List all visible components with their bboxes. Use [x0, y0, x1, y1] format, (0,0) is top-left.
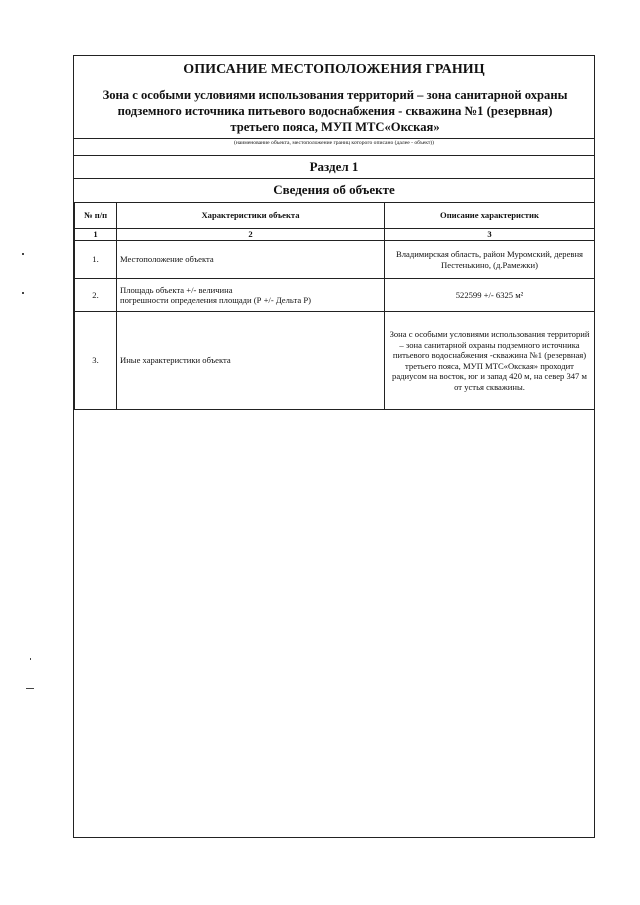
scan-speck — [22, 253, 24, 255]
object-subject — [76, 87, 594, 135]
row-number: 1. — [75, 241, 117, 279]
divider — [74, 155, 594, 156]
row-description: 522599 +/- 6325 м² — [385, 279, 595, 312]
row-number: 3. — [75, 312, 117, 410]
column-number: 3 — [385, 229, 595, 241]
document-frame — [73, 55, 595, 838]
subject-line: третьего пояса, МУП МТС«Окская» — [230, 120, 440, 134]
row-characteristic: Местоположение объекта — [117, 241, 385, 279]
object-info-table — [74, 202, 595, 410]
divider — [74, 178, 594, 179]
table-row — [75, 312, 595, 410]
row-description: Владимирская область, район Муромский, деревня Пестенькино, (д.Рамежки) — [385, 241, 595, 279]
info-title: Сведения об объекте — [273, 182, 395, 197]
row-description: Зона с особыми условиями использования территорий – зона санитарной охраны подземного источника питьевого водоснабжения -скважина №1 (резервная) третьего пояса, МУП МТС«Окская» проходит радиусом на восток, юг и запад 420 м, на север 347 м от устья скважины. — [385, 312, 595, 410]
header-characteristic: Характеристики объекта — [117, 203, 385, 229]
row-number: 2. — [75, 279, 117, 312]
table-row — [75, 241, 595, 279]
characteristic-line: погрешности определения площади (Р +/- Дельта Р) — [120, 295, 311, 305]
section-title: Раздел 1 — [309, 159, 359, 174]
characteristic-line: Площадь объекта +/- величина — [120, 284, 233, 295]
scan-speck — [26, 688, 34, 689]
table-header-row — [75, 203, 595, 229]
column-number: 2 — [117, 229, 385, 241]
header-number: № п/п — [75, 203, 117, 229]
subject-line: Зона с особыми условиями использования территорий – зона санитарной охраны — [102, 88, 568, 102]
row-characteristic — [117, 279, 385, 312]
subject-line: подземного источника питьевого водоснабжения - скважина №1 (резервная) — [117, 104, 553, 118]
subject-caption: (наименование объекта, местоположение границ которого описано (далее - объект)) — [233, 140, 435, 146]
column-number: 1 — [75, 229, 117, 241]
table-column-numbers-row — [75, 229, 595, 241]
table-row — [75, 279, 595, 312]
row-characteristic: Иные характеристики объекта — [117, 312, 385, 410]
scan-speck — [22, 292, 24, 294]
document-title: ОПИСАНИЕ МЕСТОПОЛОЖЕНИЯ ГРАНИЦ — [183, 62, 485, 77]
header-description: Описание характеристик — [385, 203, 595, 229]
scan-speck — [30, 658, 31, 660]
